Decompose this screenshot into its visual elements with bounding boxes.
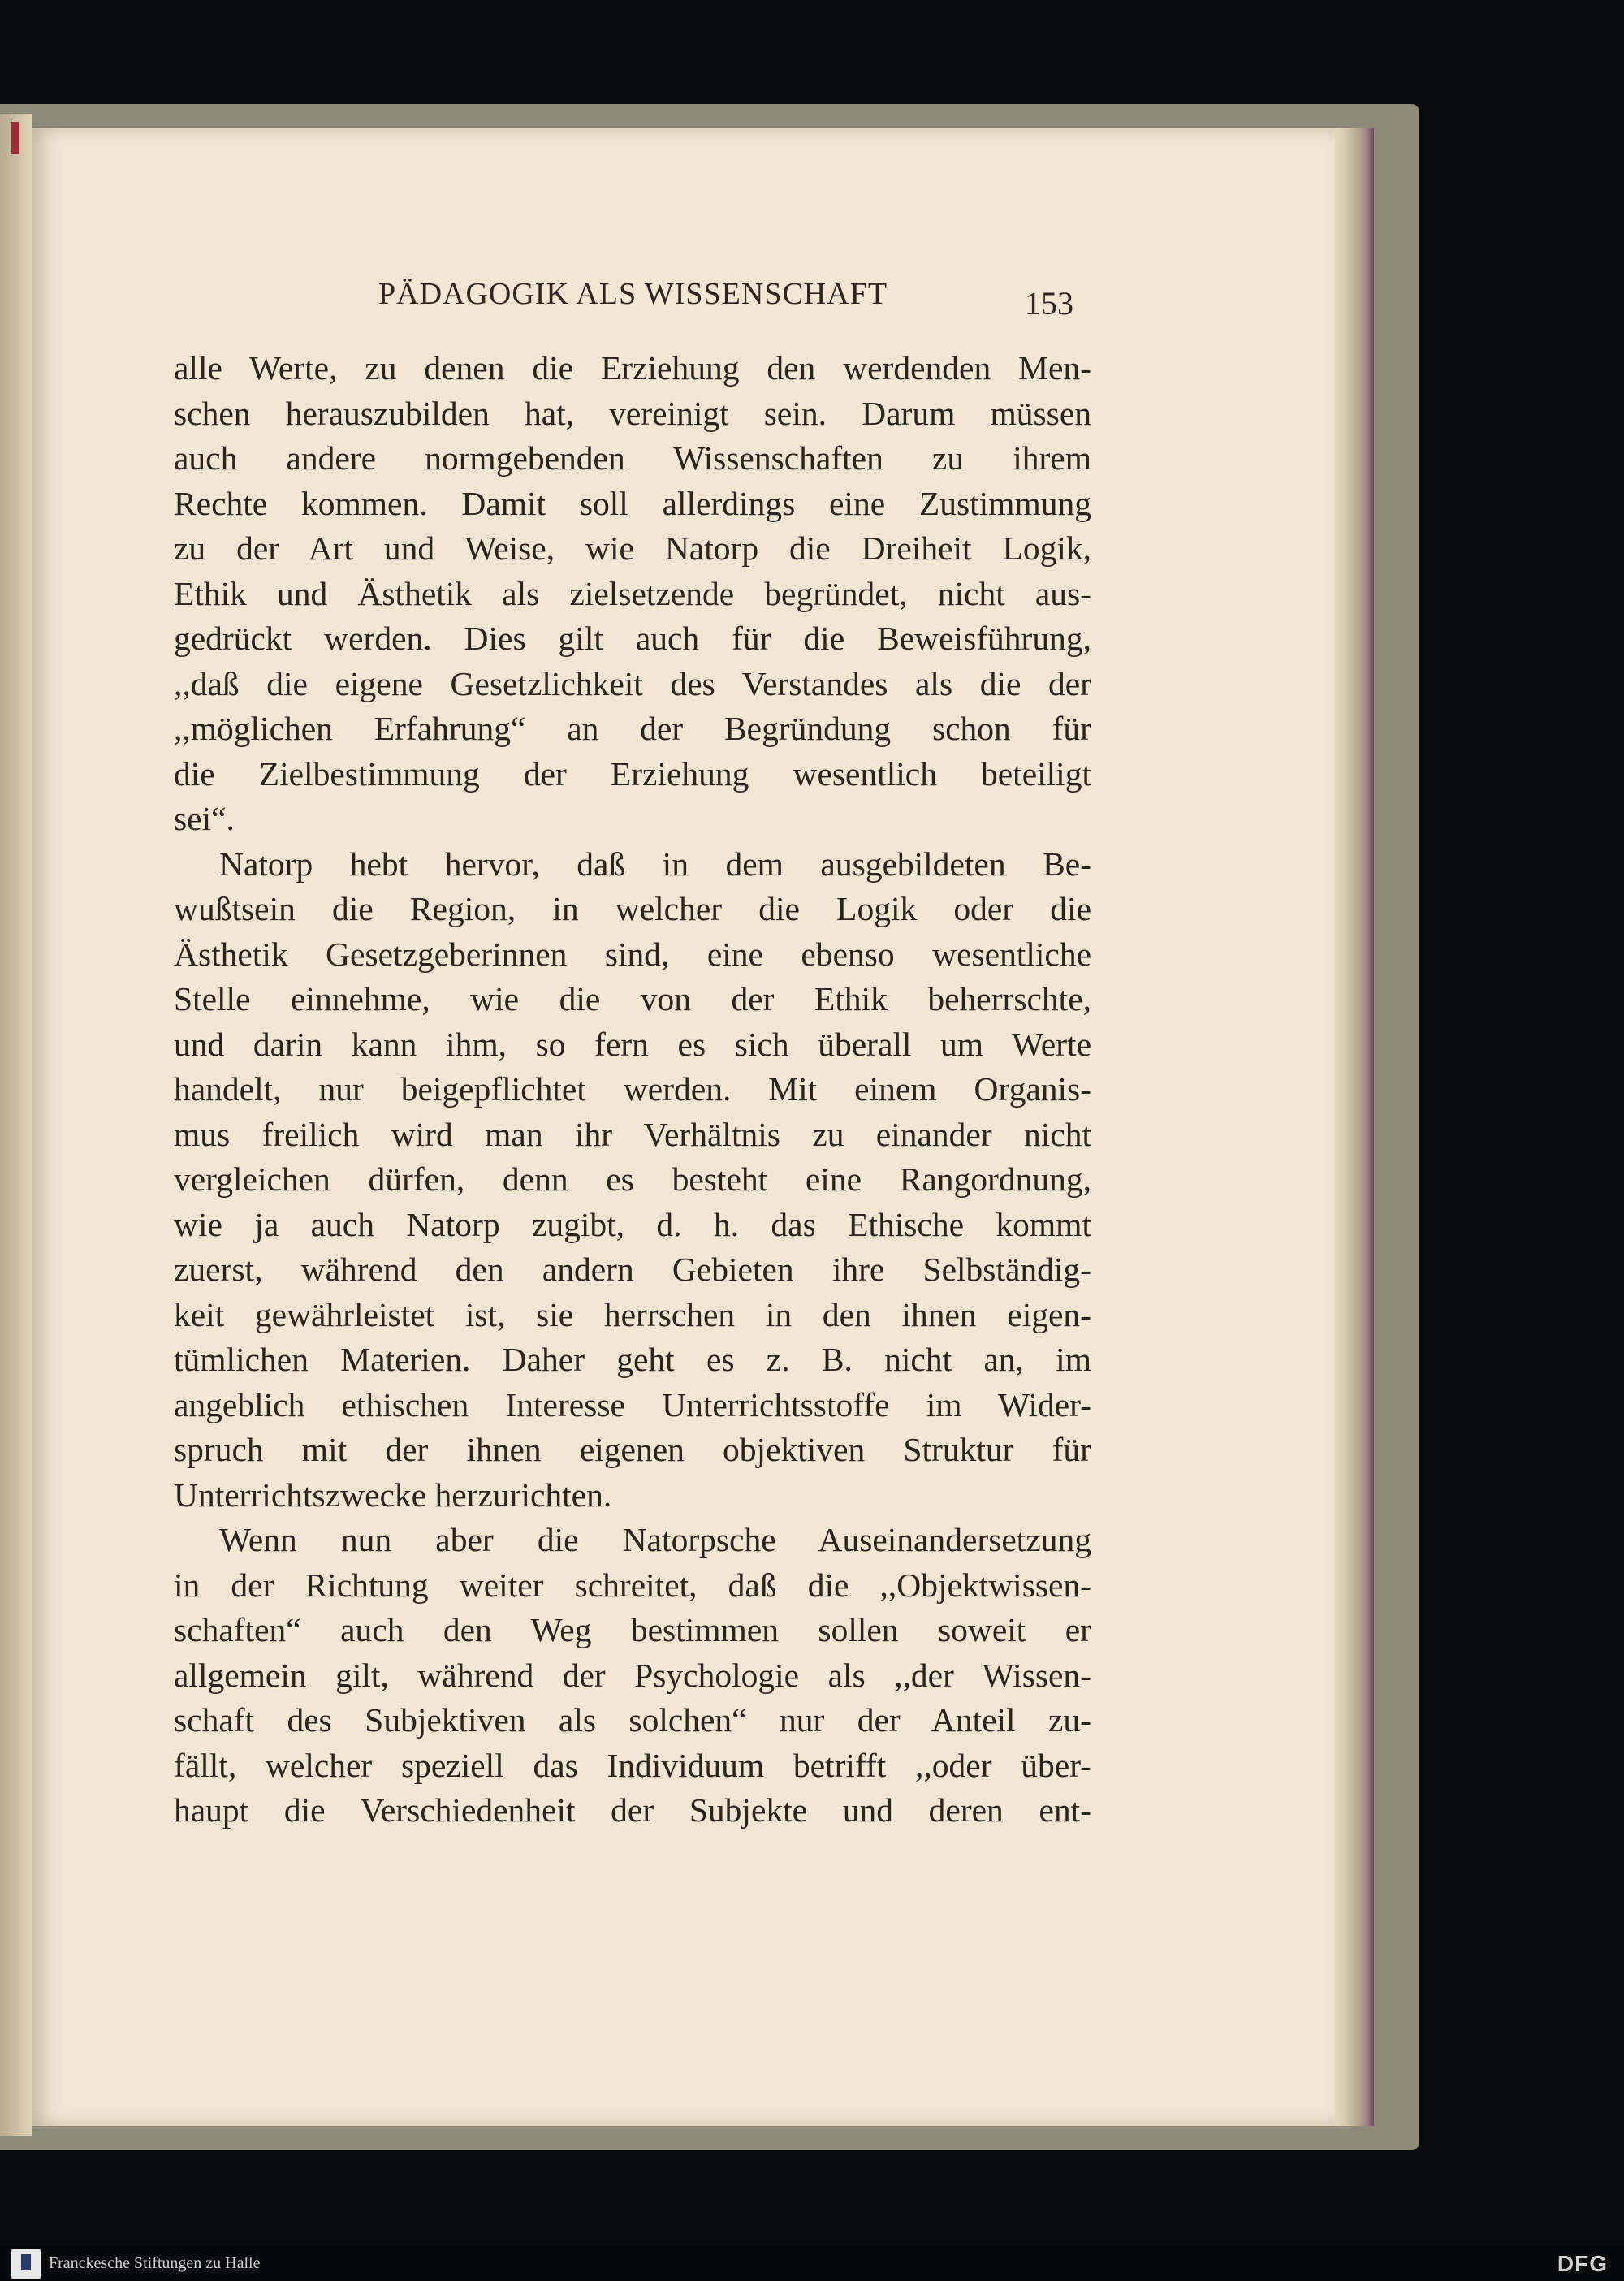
bookmark-ribbon [11, 122, 19, 154]
text-line: handelt, nur beigepflichtet werden. Mit einem Organis- [174, 1070, 1091, 1108]
text-line: haupt die Verschiedenheit der Subjekte und deren ent- [174, 1791, 1091, 1829]
page-number: 153 [1025, 285, 1073, 322]
text-line: schaft des Subjektiven als solchen“ nur der Anteil zu- [174, 1701, 1091, 1739]
text-line: zu der Art und Weise, wie Natorp die Dreiheit Logik, [174, 529, 1091, 567]
text-line: spruch mit der ihnen eigenen objektiven Struktur für [174, 1431, 1091, 1468]
running-head: PÄDAGOGIK ALS WISSENSCHAFT [378, 277, 888, 311]
text-line: alle Werte, zu denen die Erziehung den werdenden Men- [174, 349, 1091, 387]
text-line: sei“. [174, 800, 235, 837]
page-edges [1332, 128, 1374, 2126]
text-line: zuerst, während den andern Gebieten ihre Selbständig- [174, 1251, 1091, 1288]
text-line: gedrückt werden. Dies gilt auch für die Beweisführung, [174, 620, 1091, 657]
text-line: Stelle einnehme, wie die von der Ethik beherrschte, [174, 980, 1091, 1017]
text-line: in der Richtung weiter schreitet, daß die ,,Objektwissen- [174, 1566, 1091, 1604]
text-line: keit gewährleistet ist, sie herrschen in den ihnen eigen- [174, 1295, 1091, 1333]
text-line: vergleichen dürfen, denn es besteht eine Rangordnung, [174, 1160, 1091, 1198]
text-line: Ästhetik Gesetzgeberinnen sind, eine ebenso wesentliche [174, 935, 1091, 973]
text-line: tümlichen Materien. Daher geht es z. B. nicht an, im [174, 1341, 1091, 1378]
text-line: wußtsein die Region, in welcher die Logik oder die [174, 890, 1091, 927]
text-line: Natorp hebt hervor, daß in dem ausgebildeten Be- [219, 845, 1091, 883]
institution-logo-icon [11, 2249, 41, 2279]
text-line: allgemein gilt, während der Psychologie als ,,der Wissen- [174, 1656, 1091, 1694]
text-line: ,,möglichen Erfahrung“ an der Begründung schon für [174, 710, 1091, 747]
text-line: wie ja auch Natorp zugibt, d. h. das Ethische kommt [174, 1205, 1091, 1243]
institution-name: Franckesche Stiftungen zu Halle [49, 2254, 261, 2272]
dfg-logo: DFG [1557, 2251, 1608, 2276]
text-line: angeblich ethischen Interesse Unterrichtsstoffe im Wider- [174, 1385, 1091, 1423]
text-line: Unterrichtszwecke herzurichten. [174, 1475, 612, 1514]
text-line: auch andere normgebenden Wissenschaften zu ihrem [174, 439, 1091, 477]
text-line: schaften“ auch den Weg bestimmen sollen soweit er [174, 1611, 1091, 1648]
text-line: Ethik und Ästhetik als zielsetzende begründet, nicht aus- [174, 574, 1091, 612]
left-page-edge [0, 114, 32, 2136]
text-line: und darin kann ihm, so fern es sich überall um Werte [174, 1025, 1091, 1063]
text-line: die Zielbestimmung der Erziehung wesentlich beteiligt [174, 754, 1091, 793]
viewer-footer [0, 2246, 1624, 2281]
text-line: fällt, welcher speziell das Individuum betrifft ,,oder über- [174, 1746, 1091, 1784]
text-line: Rechte kommen. Damit soll allerdings eine Zustimmung [174, 484, 1091, 522]
text-line: schen herauszubilden hat, vereinigt sein. Darum müssen [174, 394, 1091, 432]
text-line: Wenn nun aber die Natorpsche Auseinandersetzung [219, 1521, 1091, 1558]
text-line: mus freilich wird man ihr Verhältnis zu einander nicht [174, 1115, 1091, 1153]
text-line: ,,daß die eigene Gesetzlichkeit des Verstandes als die der [174, 664, 1091, 702]
body-text [174, 346, 1091, 1834]
